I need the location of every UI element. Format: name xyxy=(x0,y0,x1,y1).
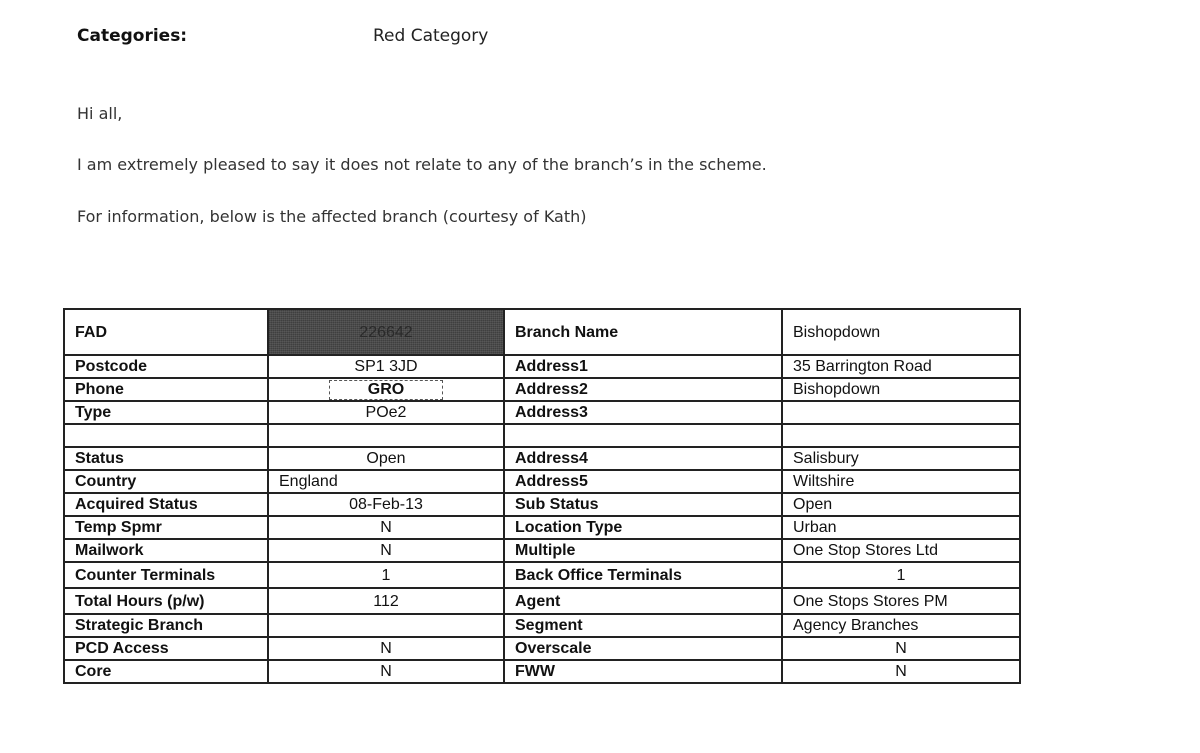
field-value: Bishopdown xyxy=(782,309,1020,355)
field-value: 112 xyxy=(268,588,504,614)
field-label: Postcode xyxy=(64,355,268,378)
field-label xyxy=(504,424,782,447)
table-row xyxy=(64,447,1020,470)
table-row xyxy=(64,355,1020,378)
field-label: Location Type xyxy=(504,516,782,539)
greeting-text: Hi all, xyxy=(77,104,123,123)
field-label: Address4 xyxy=(504,447,782,470)
field-label: Back Office Terminals xyxy=(504,562,782,588)
field-value: 1 xyxy=(782,562,1020,588)
field-label: Address2 xyxy=(504,378,782,401)
message-line-1: I am extremely pleased to say it does not relate to any of the branch’s in the scheme. xyxy=(77,155,767,174)
table-row xyxy=(64,539,1020,562)
fad-redacted-value: 226642 xyxy=(268,309,504,355)
field-value: SP1 3JD xyxy=(268,355,504,378)
message-line-2: For information, below is the affected branch (courtesy of Kath) xyxy=(77,207,587,226)
field-value: Urban xyxy=(782,516,1020,539)
field-value: One Stop Stores Ltd xyxy=(782,539,1020,562)
field-value: Open xyxy=(782,493,1020,516)
field-label: Counter Terminals xyxy=(64,562,268,588)
field-label: FAD xyxy=(64,309,268,355)
table-row xyxy=(64,614,1020,637)
table-row xyxy=(64,660,1020,683)
phone-cell xyxy=(268,378,504,401)
field-label: Overscale xyxy=(504,637,782,660)
categories-value: Red Category xyxy=(373,26,489,46)
gro-redaction-box: GRO xyxy=(329,380,443,400)
field-label: Address1 xyxy=(504,355,782,378)
field-value: One Stops Stores PM xyxy=(782,588,1020,614)
field-label: Type xyxy=(64,401,268,424)
table-row xyxy=(64,378,1020,401)
field-value: 08-Feb-13 xyxy=(268,493,504,516)
field-label: Total Hours (p/w) xyxy=(64,588,268,614)
field-label: Temp Spmr xyxy=(64,516,268,539)
field-value: N xyxy=(268,516,504,539)
table-row xyxy=(64,562,1020,588)
table-row xyxy=(64,637,1020,660)
field-label: Phone xyxy=(64,378,268,401)
field-value: Bishopdown xyxy=(782,378,1020,401)
table-row xyxy=(64,470,1020,493)
field-value: 35 Barrington Road xyxy=(782,355,1020,378)
field-value xyxy=(268,424,504,447)
field-value: Agency Branches xyxy=(782,614,1020,637)
field-value: N xyxy=(268,539,504,562)
table-row xyxy=(64,309,1020,355)
table-row xyxy=(64,516,1020,539)
field-label: Sub Status xyxy=(504,493,782,516)
field-label: Segment xyxy=(504,614,782,637)
field-label xyxy=(64,424,268,447)
field-label: Mailwork xyxy=(64,539,268,562)
field-value xyxy=(268,614,504,637)
field-label: FWW xyxy=(504,660,782,683)
field-label: Core xyxy=(64,660,268,683)
field-label: Status xyxy=(64,447,268,470)
field-value: N xyxy=(268,637,504,660)
field-label: Strategic Branch xyxy=(64,614,268,637)
table-row xyxy=(64,401,1020,424)
field-value: N xyxy=(782,660,1020,683)
field-value: England xyxy=(268,470,504,493)
field-value: N xyxy=(268,660,504,683)
field-label: Address5 xyxy=(504,470,782,493)
field-value: Wiltshire xyxy=(782,470,1020,493)
field-label: Acquired Status xyxy=(64,493,268,516)
field-label: Branch Name xyxy=(504,309,782,355)
field-value: Salisbury xyxy=(782,447,1020,470)
field-value: 1 xyxy=(268,562,504,588)
branch-details-table xyxy=(63,308,1021,684)
table-row-empty xyxy=(64,424,1020,447)
field-value: Open xyxy=(268,447,504,470)
field-label: PCD Access xyxy=(64,637,268,660)
field-label: Address3 xyxy=(504,401,782,424)
categories-label: Categories: xyxy=(77,26,188,46)
field-label: Agent xyxy=(504,588,782,614)
field-value: POe2 xyxy=(268,401,504,424)
field-label: Country xyxy=(64,470,268,493)
field-value xyxy=(782,401,1020,424)
field-label: Multiple xyxy=(504,539,782,562)
table-row xyxy=(64,588,1020,614)
field-value: N xyxy=(782,637,1020,660)
table-row xyxy=(64,493,1020,516)
field-value xyxy=(782,424,1020,447)
